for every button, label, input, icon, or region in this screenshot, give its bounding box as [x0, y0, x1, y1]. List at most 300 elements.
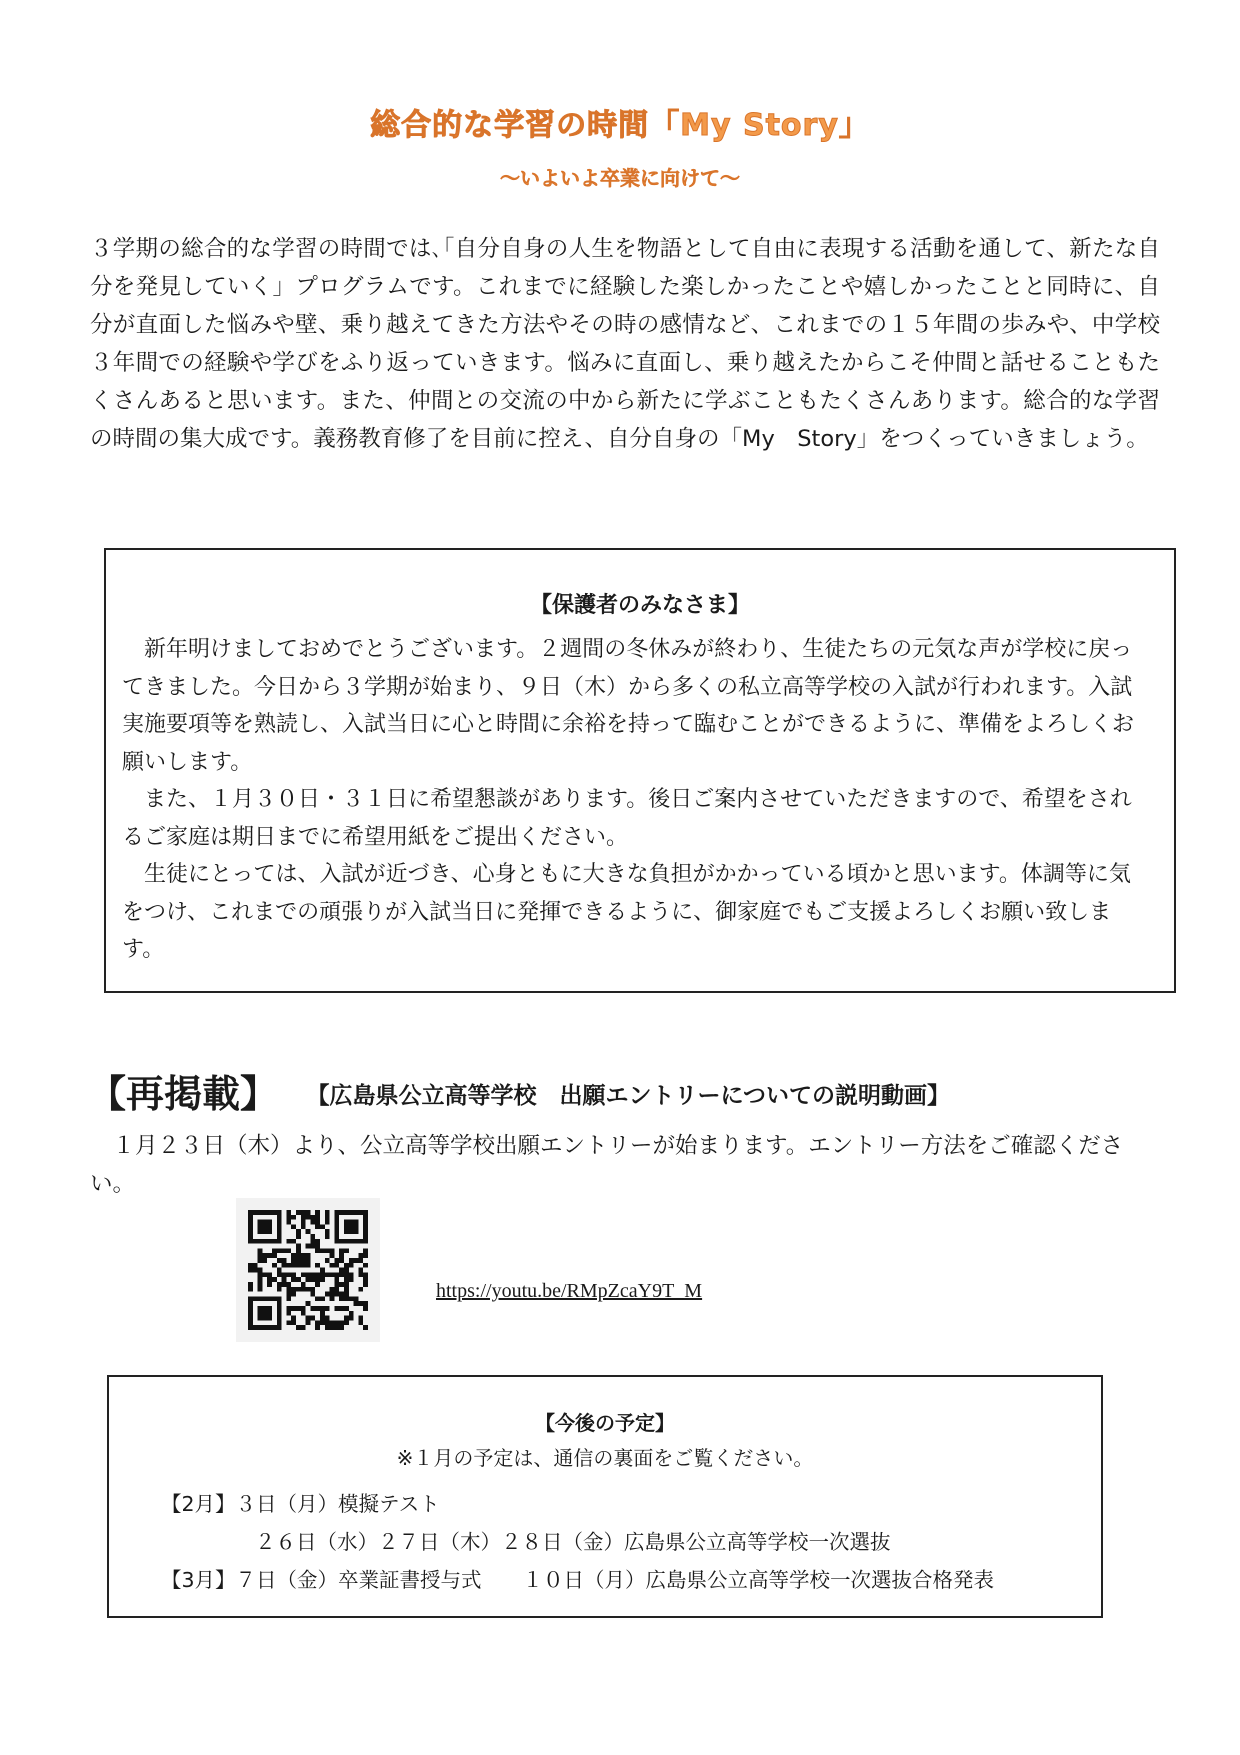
qr-module: [277, 1248, 282, 1253]
qr-module: [334, 1320, 339, 1325]
qr-module: [258, 1272, 263, 1277]
qr-module: [363, 1229, 368, 1234]
qr-module: [286, 1248, 291, 1253]
qr-module: [354, 1220, 359, 1225]
qr-module: [339, 1248, 344, 1253]
parents-notice-title: 【保護者のみなさま】: [529, 593, 750, 618]
qr-module: [339, 1272, 344, 1277]
qr-module: [262, 1239, 267, 1244]
qr-module: [334, 1229, 339, 1234]
qr-module: [325, 1215, 330, 1220]
qr-module: [277, 1316, 282, 1321]
qr-module: [339, 1258, 344, 1263]
qr-module: [330, 1296, 335, 1301]
qr-module: [325, 1210, 330, 1215]
qr-module: [315, 1220, 320, 1225]
qr-module: [306, 1287, 311, 1292]
qr-module: [363, 1277, 368, 1282]
qr-module: [291, 1239, 296, 1244]
qr-module: [334, 1282, 339, 1287]
qr-module: [267, 1325, 272, 1330]
qr-module: [267, 1282, 272, 1287]
qr-module: [339, 1296, 344, 1301]
qr-module: [262, 1210, 267, 1215]
qr-module: [310, 1316, 315, 1321]
qr-module: [267, 1277, 272, 1282]
qr-module: [306, 1272, 311, 1277]
qr-module: [354, 1239, 359, 1244]
qr-module: [272, 1210, 277, 1215]
qr-module: [310, 1239, 315, 1244]
qr-module: [262, 1220, 267, 1225]
qr-module: [349, 1277, 354, 1282]
qr-module: [258, 1229, 263, 1234]
qr-module: [363, 1263, 368, 1268]
qr-module: [258, 1306, 263, 1311]
qr-module: [286, 1287, 291, 1292]
qr-module: [330, 1248, 335, 1253]
qr-module: [267, 1311, 272, 1316]
qr-module: [267, 1316, 272, 1321]
qr-module: [320, 1320, 325, 1325]
qr-module: [296, 1325, 301, 1330]
qr-module: [258, 1287, 263, 1292]
qr-module: [267, 1229, 272, 1234]
qr-module: [354, 1229, 359, 1234]
qr-module: [306, 1258, 311, 1263]
qr-module: [325, 1248, 330, 1253]
qr-module: [363, 1325, 368, 1330]
qr-module: [296, 1248, 301, 1253]
qr-module: [253, 1268, 258, 1273]
qr-module: [325, 1292, 330, 1297]
qr-module: [248, 1263, 253, 1268]
qr-module: [286, 1320, 291, 1325]
qr-module: [296, 1244, 301, 1249]
qr-module: [306, 1316, 311, 1321]
qr-module: [258, 1277, 263, 1282]
qr-module: [277, 1229, 282, 1234]
schedule-row-mar: 【3月】７日（金）卒業証書授与式 １０日（月）広島県公立高等学校一次選抜合格発表: [161, 1568, 995, 1592]
qr-module: [334, 1325, 339, 1330]
qr-module: [349, 1224, 354, 1229]
qr-module: [334, 1292, 339, 1297]
qr-module: [325, 1325, 330, 1330]
qr-module: [325, 1272, 330, 1277]
qr-module: [248, 1220, 253, 1225]
qr-module: [339, 1210, 344, 1215]
qr-module: [277, 1325, 282, 1330]
qr-module: [286, 1239, 291, 1244]
qr-module: [344, 1292, 349, 1297]
qr-module: [262, 1306, 267, 1311]
qr-module: [310, 1272, 315, 1277]
qr-module: [315, 1215, 320, 1220]
qr-module: [277, 1215, 282, 1220]
qr-module: [344, 1296, 349, 1301]
qr-module: [301, 1263, 306, 1268]
qr-module: [315, 1210, 320, 1215]
schedule-row-feb-2: ２６日（水）２７日（木）２８日（金）広島県公立高等学校一次選抜: [255, 1530, 891, 1554]
qr-module: [349, 1220, 354, 1225]
qr-module: [325, 1234, 330, 1239]
qr-module: [349, 1316, 354, 1321]
qr-module: [277, 1311, 282, 1316]
qr-module: [282, 1282, 287, 1287]
qr-module: [248, 1224, 253, 1229]
qr-module: [248, 1229, 253, 1234]
qr-module: [286, 1215, 291, 1220]
parents-paragraph-3: 生徒にとっては、入試が近づき、心身ともに大きな負担がかかっている頃かと思います。体調等に気をつけ、これまでの頑張りが入試当日に発揮できるように、御家庭でもご支援よろしくお願い致します。: [122, 862, 1131, 962]
schedule-box: [107, 1375, 1103, 1618]
qr-module: [248, 1234, 253, 1239]
qr-module: [296, 1210, 301, 1215]
qr-module: [282, 1272, 287, 1277]
video-link[interactable]: https://youtu.be/RMpZcaY9T_M: [436, 1280, 703, 1302]
qr-module: [339, 1239, 344, 1244]
qr-module: [286, 1272, 291, 1277]
qr-module: [344, 1224, 349, 1229]
qr-module: [344, 1282, 349, 1287]
qr-module: [262, 1272, 267, 1277]
qr-module: [272, 1277, 277, 1282]
qr-module: [339, 1282, 344, 1287]
qr-module: [296, 1234, 301, 1239]
qr-module: [253, 1263, 258, 1268]
qr-module: [315, 1244, 320, 1249]
qr-module: [354, 1224, 359, 1229]
qr-module: [330, 1287, 335, 1292]
qr-module: [334, 1277, 339, 1282]
qr-module: [334, 1263, 339, 1268]
qr-module: [358, 1287, 363, 1292]
qr-module: [344, 1268, 349, 1273]
qr-module: [330, 1320, 335, 1325]
qr-module: [315, 1248, 320, 1253]
qr-module: [334, 1215, 339, 1220]
qr-module: [258, 1296, 263, 1301]
qr-module: [296, 1253, 301, 1258]
qr-module: [344, 1229, 349, 1234]
qr-module: [349, 1272, 354, 1277]
qr-module: [248, 1268, 253, 1273]
intro-paragraph: ３学期の総合的な学習の時間では､｢自分自身の人生を物語として自由に表現する活動を通して、新たな自分を発見していく」プログラムです。これまでに経験した楽しかったことや嬉しかったことと同時に、自分が直面した悩みや壁、乗り越えてきた方法やその時の感情など、これまでの１５年間の歩みや、中学校３年間での経験や学びをふり返っていきます。悩みに直面し、乗り越えたからこそ仲間と話せることもたくさんあると思います。また、仲間との交流の中から新たに学ぶこともたくさんあります。総合的な学習の時間の集大成です。義務教育修了を目前に控え、自分自身の「My Story」をつくっていきましょう。: [90, 236, 1160, 452]
qr-module: [363, 1282, 368, 1287]
qr-module: [363, 1224, 368, 1229]
qr-module: [325, 1258, 330, 1263]
qr-module: [267, 1306, 272, 1311]
qr-module: [277, 1301, 282, 1306]
qr-module: [310, 1220, 315, 1225]
qr-module: [277, 1220, 282, 1225]
qr-module: [258, 1253, 263, 1258]
qr-module: [358, 1268, 363, 1273]
qr-module: [310, 1277, 315, 1282]
qr-module: [291, 1320, 296, 1325]
qr-module: [258, 1282, 263, 1287]
qr-module: [334, 1234, 339, 1239]
qr-module: [248, 1316, 253, 1321]
qr-module: [272, 1248, 277, 1253]
qr-module: [277, 1296, 282, 1301]
page-title: 総合的な学習の時間「My Story」: [370, 108, 870, 143]
qr-module: [363, 1210, 368, 1215]
qr-module: [363, 1234, 368, 1239]
qr-module: [267, 1224, 272, 1229]
qr-module: [334, 1258, 339, 1263]
qr-module: [349, 1311, 354, 1316]
qr-module: [301, 1224, 306, 1229]
qr-module: [344, 1272, 349, 1277]
qr-module: [248, 1325, 253, 1330]
qr-module: [248, 1215, 253, 1220]
qr-module: [267, 1239, 272, 1244]
qr-module: [277, 1239, 282, 1244]
qr-module: [258, 1316, 263, 1321]
qr-module: [301, 1311, 306, 1316]
qr-module: [330, 1263, 335, 1268]
qr-module: [258, 1258, 263, 1263]
qr-module: [325, 1306, 330, 1311]
qr-module: [306, 1253, 311, 1258]
parents-paragraph-1: 新年明けましておめでとうございます。２週間の冬休みが終わり、生徒たちの元気な声が学校に戻ってきました。今日から３学期が始まり、９日（木）から多くの私立高等学校の入試が行われます。入試実施要項等を熟読し、入試当日に心と時間に余裕を持って臨むことができるように、準備をよろしくお願いします。: [122, 637, 1135, 775]
parents-notice-box: [104, 548, 1176, 993]
qr-module: [306, 1210, 311, 1215]
qr-module: [282, 1248, 287, 1253]
qr-module: [291, 1292, 296, 1297]
qr-module: [325, 1316, 330, 1321]
qr-module: [272, 1253, 277, 1258]
qr-module: [262, 1325, 267, 1330]
qr-module: [262, 1311, 267, 1316]
qr-module: [291, 1258, 296, 1263]
qr-module: [277, 1272, 282, 1277]
qr-module: [310, 1287, 315, 1292]
qr-module: [291, 1306, 296, 1311]
repost-label: 【再掲載】: [88, 1072, 279, 1116]
qr-module: [286, 1282, 291, 1287]
qr-module: [258, 1220, 263, 1225]
qr-module: [248, 1287, 253, 1292]
qr-module: [344, 1306, 349, 1311]
qr-module: [306, 1301, 311, 1306]
qr-module: [286, 1306, 291, 1311]
qr-module: [277, 1268, 282, 1273]
qr-module: [306, 1244, 311, 1249]
qr-module: [272, 1239, 277, 1244]
qr-module: [315, 1239, 320, 1244]
qr-module: [277, 1320, 282, 1325]
qr-module: [301, 1215, 306, 1220]
qr-module: [344, 1210, 349, 1215]
qr-module: [363, 1306, 368, 1311]
qr-module: [286, 1210, 291, 1215]
repost-body: １月２３日（木）より、公立高等学校出願エントリーが始まります。エントリー方法をご確認ください。: [90, 1133, 1124, 1197]
qr-module: [344, 1316, 349, 1321]
qr-module: [277, 1287, 282, 1292]
qr-module: [363, 1215, 368, 1220]
qr-module: [301, 1287, 306, 1292]
qr-module: [320, 1306, 325, 1311]
qr-module: [286, 1220, 291, 1225]
qr-module: [344, 1239, 349, 1244]
qr-module: [358, 1253, 363, 1258]
qr-module: [315, 1320, 320, 1325]
qr-module: [248, 1239, 253, 1244]
qr-module: [277, 1282, 282, 1287]
qr-module: [354, 1301, 359, 1306]
qr-module: [363, 1239, 368, 1244]
qr-module: [296, 1306, 301, 1311]
qr-module: [344, 1277, 349, 1282]
qr-module: [286, 1292, 291, 1297]
qr-module: [258, 1239, 263, 1244]
qr-module: [344, 1320, 349, 1325]
qr-module: [339, 1320, 344, 1325]
qr-module: [262, 1316, 267, 1321]
qr-module: [358, 1320, 363, 1325]
qr-module: [267, 1210, 272, 1215]
qr-module: [354, 1258, 359, 1263]
qr-module: [267, 1272, 272, 1277]
qr-module: [325, 1220, 330, 1225]
qr-module: [315, 1306, 320, 1311]
qr-module: [248, 1320, 253, 1325]
qr-module: [349, 1296, 354, 1301]
qr-module: [334, 1306, 339, 1311]
qr-module: [306, 1277, 311, 1282]
qr-module: [262, 1258, 267, 1263]
parents-paragraph-2: また、１月３０日・３１日に希望懇談があります。後日ご案内させていただきますので、希望をされるご家庭は期日までに希望用紙をご提出ください。: [122, 787, 1132, 850]
qr-module: [334, 1220, 339, 1225]
schedule-note: ※１月の予定は、通信の裏面をご覧ください。: [396, 1446, 814, 1470]
qr-module: [310, 1215, 315, 1220]
qr-module: [253, 1239, 258, 1244]
qr-module: [296, 1263, 301, 1268]
qr-module: [291, 1316, 296, 1321]
qr-module: [286, 1296, 291, 1301]
qr-module: [330, 1253, 335, 1258]
schedule-row-feb-1: 【2月】３日（月）模擬テスト: [161, 1492, 440, 1516]
qr-module: [282, 1277, 287, 1282]
qr-module: [277, 1210, 282, 1215]
qr-module: [349, 1229, 354, 1234]
qr-module: [306, 1229, 311, 1234]
qr-module: [320, 1248, 325, 1253]
qr-module: [349, 1239, 354, 1244]
qr-module: [262, 1229, 267, 1234]
qr-module: [291, 1215, 296, 1220]
qr-module: [258, 1248, 263, 1253]
qr-module: [315, 1224, 320, 1229]
repost-subheading: 【広島県公立高等学校 出願エントリーについての説明動画】: [318, 1083, 951, 1109]
qr-module: [315, 1272, 320, 1277]
qr-module: [363, 1248, 368, 1253]
qr-module: [301, 1220, 306, 1225]
qr-module: [339, 1253, 344, 1258]
qr-module: [330, 1272, 335, 1277]
qr-module: [296, 1277, 301, 1282]
qr-module: [354, 1296, 359, 1301]
qr-module: [262, 1296, 267, 1301]
qr-module: [267, 1253, 272, 1258]
qr-module: [286, 1263, 291, 1268]
qr-code-icon[interactable]: [236, 1198, 380, 1342]
qr-module: [339, 1306, 344, 1311]
qr-module: [258, 1268, 263, 1273]
qr-module: [301, 1306, 306, 1311]
qr-module: [339, 1292, 344, 1297]
qr-module: [253, 1210, 258, 1215]
qr-module: [248, 1306, 253, 1311]
qr-module: [262, 1224, 267, 1229]
page-subtitle: ～いよいよ卒業に向けて～: [500, 166, 740, 190]
qr-module: [358, 1210, 363, 1215]
qr-module: [296, 1258, 301, 1263]
qr-module: [339, 1268, 344, 1273]
qr-module: [301, 1272, 306, 1277]
qr-module: [291, 1272, 296, 1277]
qr-module: [272, 1325, 277, 1330]
qr-module: [358, 1316, 363, 1321]
qr-module: [301, 1325, 306, 1330]
qr-module: [358, 1258, 363, 1263]
qr-module: [258, 1325, 263, 1330]
qr-module: [291, 1277, 296, 1282]
qr-module: [349, 1258, 354, 1263]
qr-module: [291, 1224, 296, 1229]
qr-module: [315, 1325, 320, 1330]
qr-module: [258, 1224, 263, 1229]
qr-module: [306, 1320, 311, 1325]
qr-module: [349, 1210, 354, 1215]
qr-module: [291, 1263, 296, 1268]
qr-module: [315, 1277, 320, 1282]
qr-module: [358, 1301, 363, 1306]
qr-module: [296, 1229, 301, 1234]
parents-notice-body: [122, 631, 1142, 969]
qr-module: [320, 1296, 325, 1301]
qr-module: [248, 1210, 253, 1215]
qr-module: [334, 1210, 339, 1215]
qr-module: [310, 1234, 315, 1239]
qr-module: [262, 1253, 267, 1258]
qr-module: [320, 1268, 325, 1273]
qr-module: [325, 1320, 330, 1325]
qr-module: [301, 1210, 306, 1215]
qr-module: [363, 1253, 368, 1258]
qr-module: [258, 1210, 263, 1215]
qr-module: [320, 1277, 325, 1282]
qr-module: [363, 1301, 368, 1306]
qr-module: [253, 1325, 258, 1330]
qr-module: [267, 1220, 272, 1225]
qr-module: [330, 1292, 335, 1297]
qr-module: [248, 1282, 253, 1287]
qr-module: [282, 1263, 287, 1268]
qr-module: [277, 1224, 282, 1229]
qr-module: [344, 1248, 349, 1253]
qr-module: [320, 1316, 325, 1321]
qr-module: [272, 1263, 277, 1268]
qr-module: [301, 1253, 306, 1258]
qr-module: [291, 1287, 296, 1292]
qr-module: [267, 1296, 272, 1301]
qr-module: [258, 1311, 263, 1316]
schedule-title: 【今後の予定】: [535, 1411, 675, 1435]
qr-module: [315, 1296, 320, 1301]
qr-module: [363, 1272, 368, 1277]
